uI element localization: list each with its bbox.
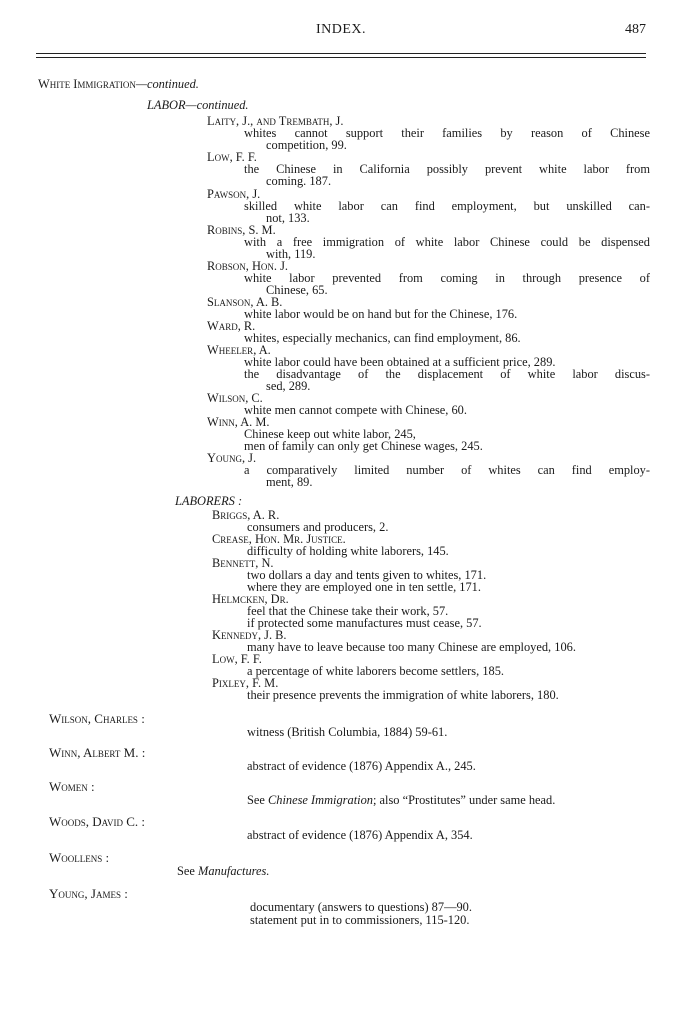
witness-name: Pawson, J. — [207, 187, 261, 201]
witness-name: Wheeler, A. — [207, 343, 271, 357]
entry-heading: White Immigration—continued. — [38, 77, 199, 91]
witness-name: Low, F. F. — [207, 150, 257, 164]
witness-name: Laity, J., and Trembath, J. — [207, 114, 344, 128]
index-entry-line: statement put in to commissioners, 115-120. — [250, 913, 470, 927]
citation-line: consumers and producers, 2. — [247, 520, 389, 534]
see-reference: See Chinese Immigration; also “Prostitutes” under same head. — [247, 793, 556, 807]
see-reference: See Manufactures. — [177, 864, 270, 878]
witness-name: Briggs, A. R. — [212, 508, 280, 522]
citation-line: ment, 89. — [266, 475, 313, 489]
citation-line: their presence prevents the immigration of white laborers, 180. — [247, 688, 559, 702]
citation-line: sed, 289. — [266, 379, 311, 393]
citation-line: white men cannot compete with Chinese, 60. — [244, 403, 467, 417]
citation-line: not, 133. — [266, 211, 310, 225]
citation-line: white labor could have been obtained at a sufficient price, 289. — [244, 355, 556, 369]
witness-name: Slanson, A. B. — [207, 295, 283, 309]
citation-line: Chinese keep out white labor, 245, — [244, 427, 416, 441]
page-number: 487 — [625, 22, 646, 37]
witness-name: Helmcken, Dr. — [212, 592, 289, 606]
index-entry-line: documentary (answers to questions) 87—90. — [250, 900, 472, 914]
citation-line: many have to leave because too many Chinese are employed, 106. — [247, 640, 576, 654]
index-entry-line: abstract of evidence (1876) Appendix A., 245. — [247, 759, 476, 773]
subheading-laborers: LABORERS : — [175, 494, 243, 508]
index-entry-line: abstract of evidence (1876) Appendix A, 354. — [247, 828, 473, 842]
citation-line: a percentage of white laborers become settlers, 185. — [247, 664, 504, 678]
citation-line: Chinese, 65. — [266, 283, 328, 297]
citation-line: where they are employed one in ten settle, 171. — [247, 580, 481, 594]
witness-name: Ward, R. — [207, 319, 256, 333]
witness-name: Low, F. F. — [212, 652, 262, 666]
citation-line: with a free immigration of white labor Chinese could be dispensed — [244, 235, 650, 249]
index-entry-heading: Wilson, Charles : — [49, 711, 145, 726]
subheading-labor: LABOR—continued. — [147, 98, 249, 112]
page-header — [36, 22, 646, 42]
index-entry-heading: Woollens : — [49, 850, 110, 865]
witness-name: Bennett, N. — [212, 556, 274, 570]
witness-name: Robson, Hon. J. — [207, 259, 289, 273]
header-rule-bottom — [36, 57, 646, 58]
citation-line: whites cannot support their families by reason of Chinese — [244, 126, 650, 140]
citation-line: skilled white labor can find employment, but unskilled can- — [244, 199, 650, 213]
header-rule-top — [36, 53, 646, 54]
index-entry-heading: Woods, David C. : — [49, 814, 146, 829]
citation-line: white labor prevented from coming in through presence of — [244, 271, 650, 285]
witness-name: Pixley, F. M. — [212, 676, 279, 690]
witness-name: Crease, Hon. Mr. Justice. — [212, 532, 346, 546]
citation-line: white labor would be on hand but for the Chinese, 176. — [244, 307, 518, 321]
index-entry-heading: Women : — [49, 779, 95, 794]
citation-line: feel that the Chinese take their work, 57. — [247, 604, 449, 618]
citation-line: a comparatively limited number of whites can find employ- — [244, 463, 650, 477]
citation-line: with, 119. — [266, 247, 316, 261]
index-entry-heading: Young, James : — [49, 886, 128, 901]
index-entry-heading: Winn, Albert M. : — [49, 745, 146, 760]
running-title: INDEX. — [315, 22, 367, 37]
citation-line: two dollars a day and tents given to whites, 171. — [247, 568, 487, 582]
witness-name: Wilson, C. — [207, 391, 263, 405]
witness-name: Robins, S. M. — [207, 223, 276, 237]
witness-name: Winn, A. M. — [207, 415, 270, 429]
citation-line: coming. 187. — [266, 174, 332, 188]
citation-line: men of family can only get Chinese wages, 245. — [244, 439, 483, 453]
citation-line: the disadvantage of the displacement of white labor discus- — [244, 367, 650, 381]
citation-line: if protected some manufactures must cease, 57. — [247, 616, 482, 630]
index-entry-line: witness (British Columbia, 1884) 59-61. — [247, 725, 448, 739]
witness-name: Young, J. — [207, 451, 257, 465]
citation-line: whites, especially mechanics, can find employment, 86. — [244, 331, 521, 345]
citation-line: difficulty of holding white laborers, 145. — [247, 544, 449, 558]
citation-line: the Chinese in California possibly prevent white labor from — [244, 162, 650, 176]
witness-name: Kennedy, J. B. — [212, 628, 287, 642]
citation-line: competition, 99. — [266, 138, 347, 152]
